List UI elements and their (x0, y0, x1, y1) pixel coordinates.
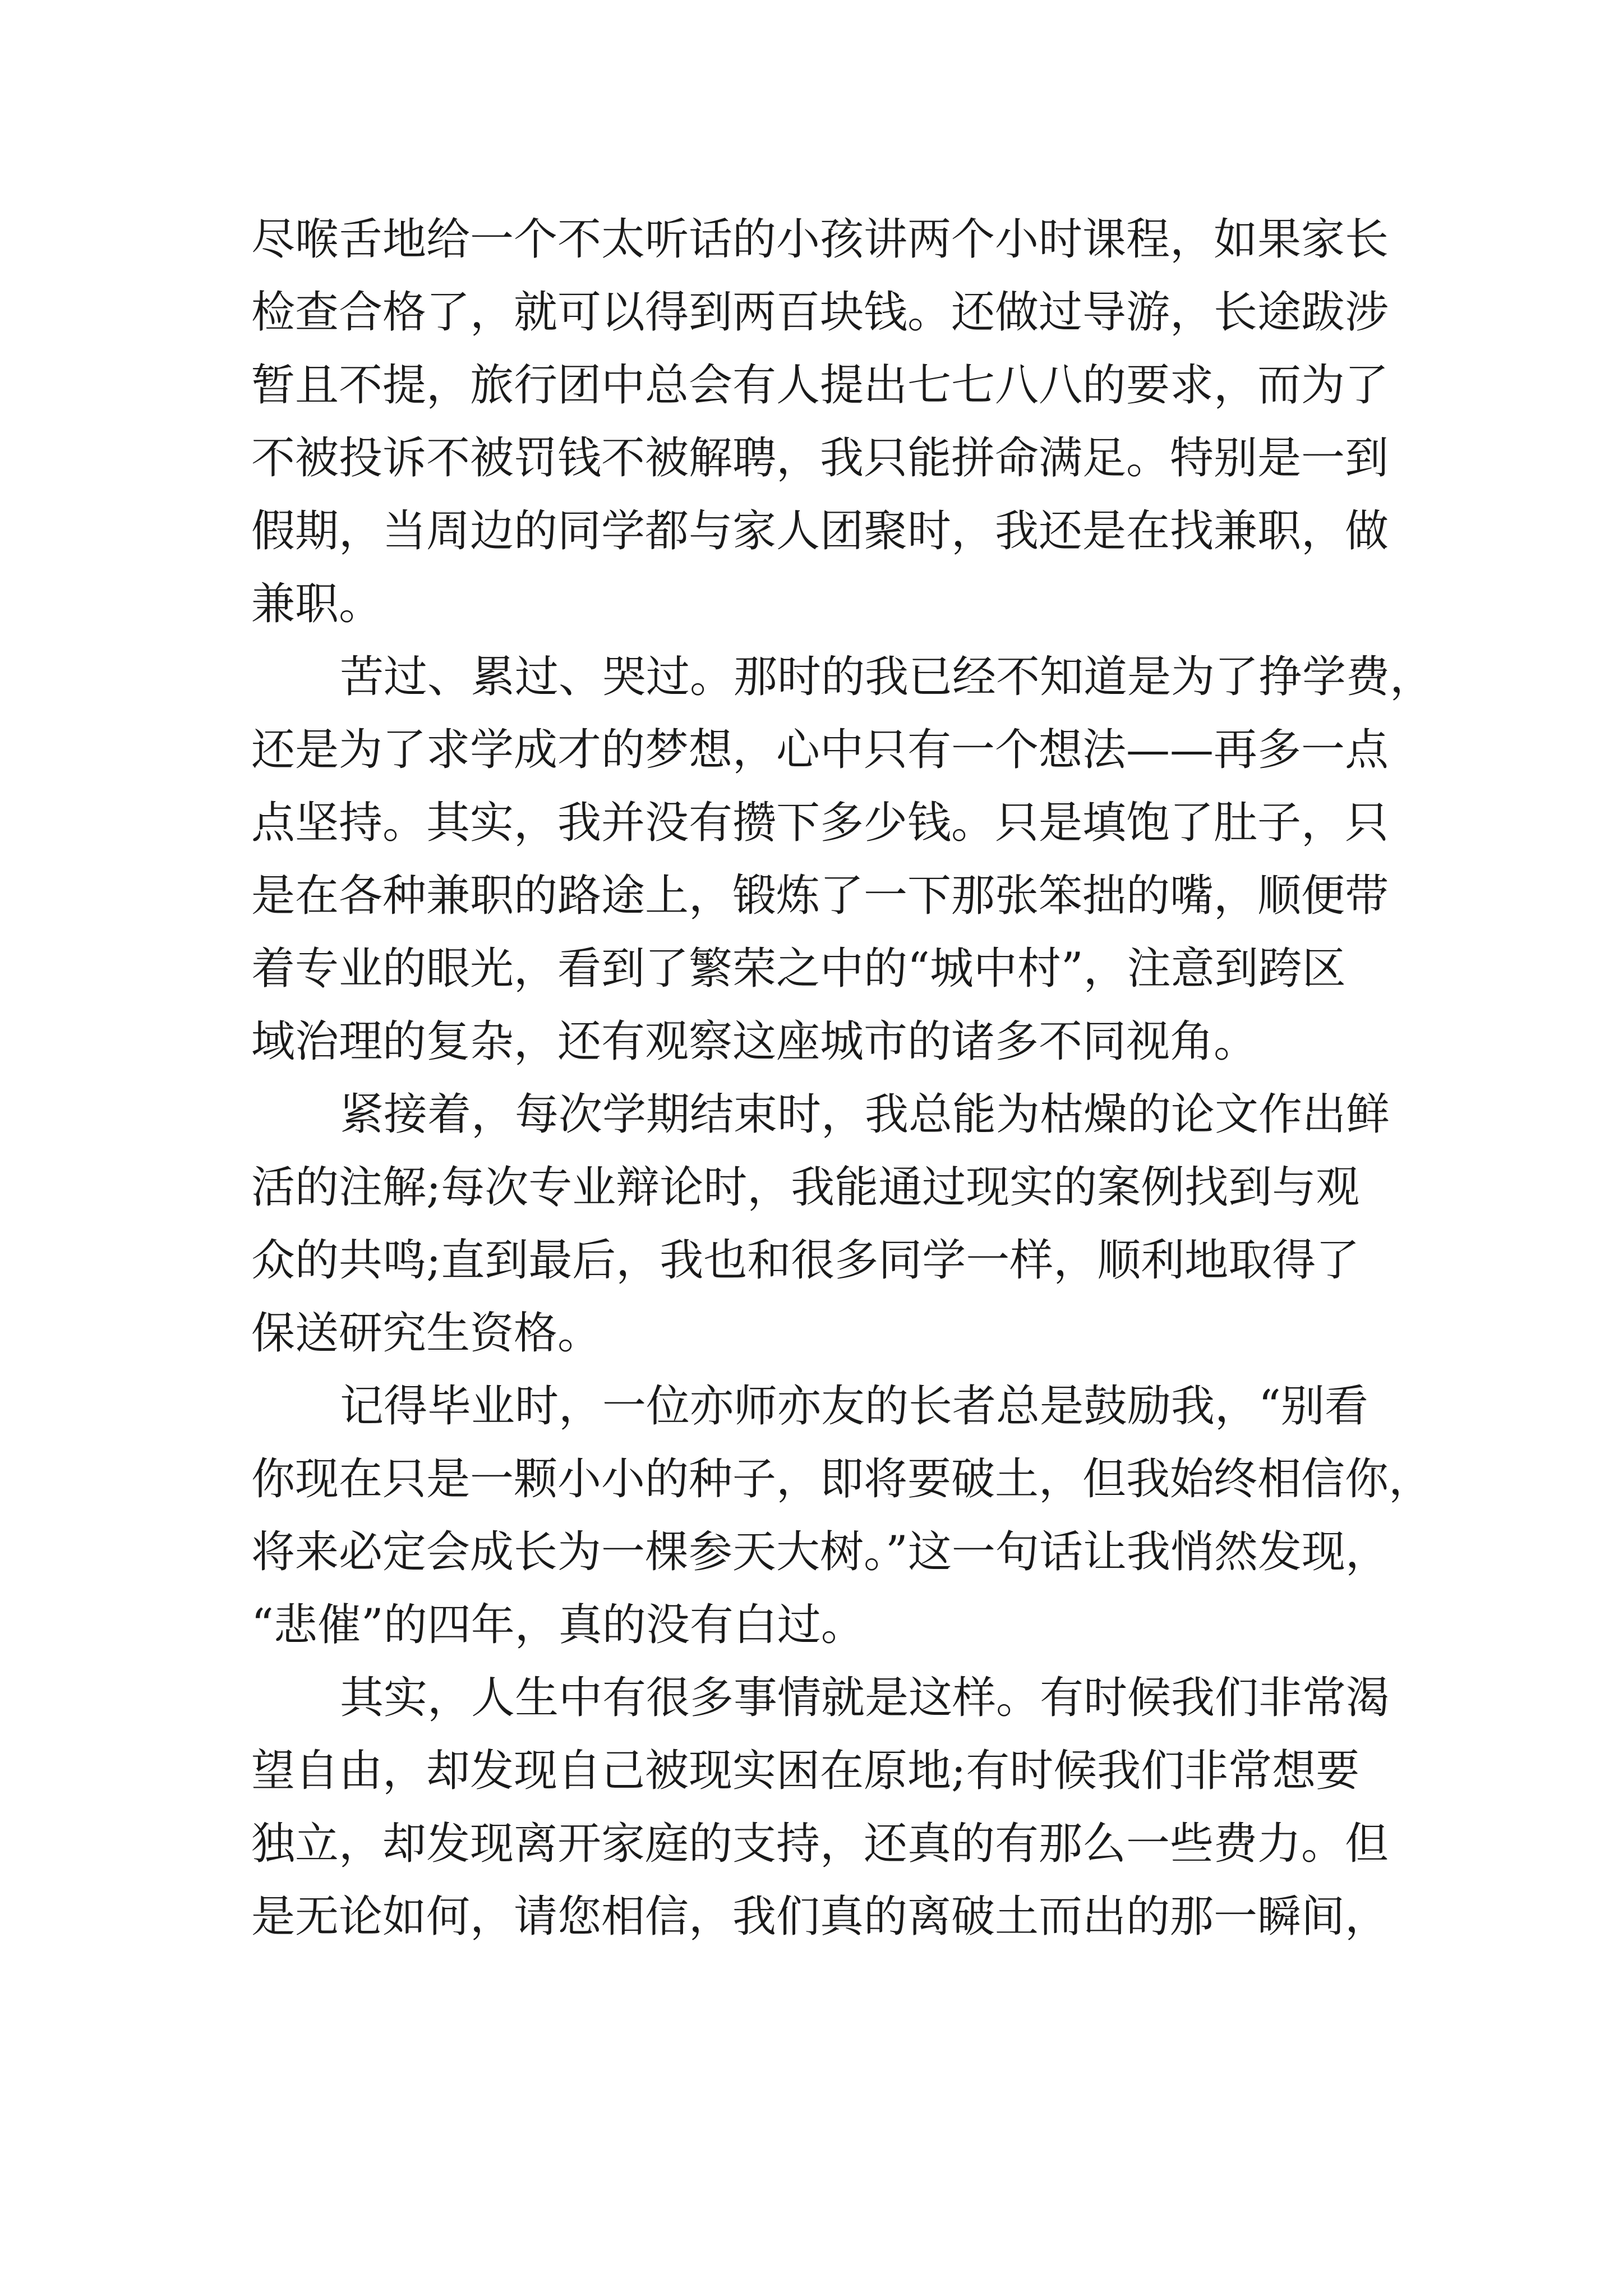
paragraph (251, 1078, 1457, 1370)
text-line: 将来必定会成长为一棵参天大树。”这一句话让我悄然发现， (251, 1527, 1389, 1577)
text-line: 尽喉舌地给一个不太听话的小孩讲两个小时课程，如果家长 (251, 214, 1389, 265)
text-line: 独立，却发现离开家庭的支持，还真的有那么一些费力。但 (251, 1819, 1389, 1869)
text-line: 是在各种兼职的路途上，锻炼了一下那张笨拙的嘴，顺便带 (251, 871, 1389, 921)
text-line: 紧接着，每次学期结束时，我总能为枯燥的论文作出鲜 (340, 1089, 1390, 1140)
text-line: 其实，人生中有很多事情就是这样。有时候我们非常渴 (340, 1673, 1390, 1723)
text-line: 兼职。 (251, 579, 383, 629)
text-line: 点坚持。其实，我并没有攒下多少钱。只是填饱了肚子，只 (251, 798, 1389, 848)
text-line: 活的注解;每次专业辩论时，我能通过现实的案例找到与观 (251, 1162, 1360, 1213)
paragraph (251, 641, 1457, 1078)
text-line: 是无论如何，请您相信，我们真的离破土而出的那一瞬间， (251, 1892, 1389, 1942)
text-line: 检查合格了，就可以得到两百块钱。还做过导游，长途跋涉 (251, 287, 1389, 338)
text-line: 域治理的复杂，还有观察这座城市的诸多不同视角。 (251, 1016, 1258, 1067)
text-line: 不被投诉不被罚钱不被解聘，我只能拼命满足。特别是一到 (251, 433, 1389, 484)
text-line: 假期，当周边的同学都与家人团聚时，我还是在找兼职，做 (251, 506, 1389, 556)
text-line: 暂且不提，旅行团中总会有人提出七七八八的要求，而为了 (251, 360, 1389, 411)
paragraph (251, 1662, 1457, 1953)
text-line: 你现在只是一颗小小的种子，即将要破土，但我始终相信你， (251, 1454, 1433, 1504)
paragraph (251, 203, 1457, 641)
text-line: 苦过、累过、哭过。那时的我已经不知道是为了挣学费， (340, 652, 1434, 702)
text-line: “悲催”的四年，真的没有白过。 (251, 1600, 865, 1650)
text-line: 还是为了求学成才的梦想，心中只有一个想法——再多一点 (251, 725, 1389, 775)
text-line: 着专业的眼光，看到了繁荣之中的“城中村”，注意到跨区 (251, 944, 1346, 994)
text-line: 望自由，却发现自己被现实困在原地;有时候我们非常想要 (251, 1746, 1360, 1796)
paragraph (251, 1370, 1457, 1662)
body-text (251, 203, 1457, 1953)
text-line: 众的共鸣;直到最后，我也和很多同学一样，顺利地取得了 (251, 1235, 1360, 1286)
text-line: 记得毕业时，一位亦师亦友的长者总是鼓励我，“别看 (340, 1381, 1368, 1432)
text-line: 保送研究生资格。 (251, 1308, 602, 1359)
